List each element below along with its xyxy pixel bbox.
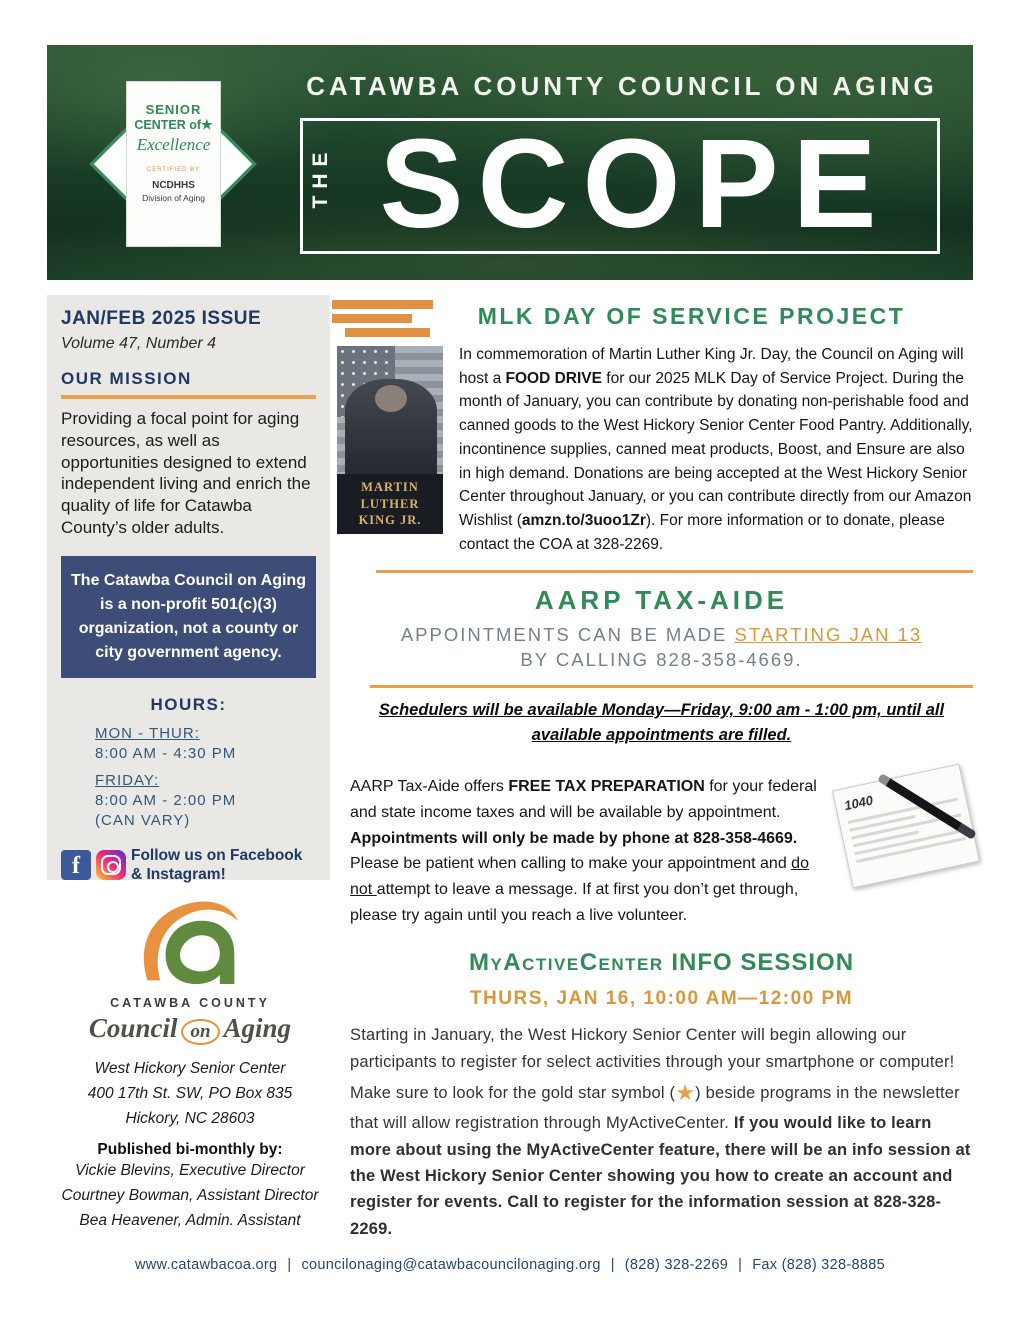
logo-aging-word: Aging: [223, 1013, 292, 1043]
main-column: [350, 295, 973, 1242]
caption-line: MARTIN: [361, 480, 419, 495]
senior-center-badge: [95, 67, 255, 259]
mlk-body-text: In commemoration of Martin Luther King Jr. Day, the Council on Aging will host a: [459, 346, 964, 387]
badge-card: [126, 81, 221, 247]
mlk-body-text: ). For more information or to donate, please contact the COA at 328-2269.: [459, 511, 945, 553]
section-divider: [370, 685, 973, 688]
mlk-article-title: MLK DAY OF SERVICE PROJECT: [477, 303, 906, 329]
social-line2: & Instagram!: [131, 865, 226, 883]
org-block: [40, 890, 340, 1234]
social-text: [131, 846, 302, 885]
badge-senior-label: SENIOR: [145, 102, 202, 117]
logo-council-word: Council: [88, 1013, 178, 1043]
aarp-body-text: AARP Tax-Aide offers: [350, 777, 509, 795]
badge-center-text: CENTER of: [134, 118, 201, 132]
info-session-datetime: THURS, JAN 16, 10:00 AM—12:00 PM: [469, 988, 854, 1010]
myactivecenter-brand: MyActiveCenter: [468, 949, 664, 977]
mac-body-text: ) beside programs in the newsletter that will allow registration through MyActiveCenter.: [350, 1083, 960, 1133]
schedulers-notice: Schedulers will be available Monday—Friday, 9:00 am - 1:00 pm, until all available appointments are filled.: [378, 701, 945, 745]
footer-separator: |: [287, 1257, 292, 1273]
hours-time: 8:00 AM - 2:00 PM: [95, 791, 237, 809]
aarp-subtitle: [350, 623, 973, 673]
orange-bar: [332, 314, 412, 323]
badge-star-icon: ★: [201, 117, 213, 132]
aarp-sub-text: APPOINTMENTS CAN BE MADE: [400, 624, 735, 646]
footer-fax: Fax (828) 328-8885: [752, 1257, 885, 1273]
badge-division-label: Division of Aging: [142, 193, 205, 203]
gold-star-icon: ★: [675, 1079, 696, 1105]
instagram-icon[interactable]: [96, 850, 126, 880]
nonprofit-note: The Catawba Council on Aging is a non-profit 501(c)(3) organization, not a county or city government agency.: [61, 556, 316, 678]
badge-excellence-label: Excellence: [136, 135, 211, 154]
badge-ncdhhs-label: NCDHHS: [152, 180, 195, 191]
hours-label: FRIDAY:: [95, 771, 160, 789]
social-row: [61, 846, 316, 885]
masthead-frame: [300, 113, 940, 254]
hours-friday: [61, 772, 316, 829]
aarp-body-text: for your federal and state income taxes and will be available by appointment.: [350, 777, 817, 821]
myactivecenter-body: [350, 1022, 973, 1242]
footer-email-link[interactable]: councilonaging@catawbacouncilonaging.org: [301, 1257, 601, 1273]
social-line1: Follow us on Facebook: [131, 846, 303, 864]
info-session-text: INFO SESSION: [663, 949, 855, 977]
aarp-subtitle-line2: BY CALLING 828-358-4669.: [520, 649, 803, 671]
footer-separator: |: [610, 1257, 615, 1273]
aarp-article-body: [350, 774, 973, 929]
header-banner: [47, 45, 973, 280]
mac-body-text: Starting in January, the West Hickory Senior Center will begin allowing our participants to register for select activities through your smartphone or computer! Make sure to look for the gold star symbol (: [350, 1026, 955, 1102]
aarp-article-title: AARP TAX-AIDE: [534, 585, 789, 616]
do-not-underline: do not: [350, 855, 809, 899]
staff-line: Courtney Bowman, Assistant Director: [61, 1187, 319, 1205]
footer: [47, 1257, 973, 1273]
aarp-subtitle-line1: [350, 623, 973, 648]
hours-heading: HOURS:: [150, 694, 227, 714]
mlk-photo: [337, 346, 443, 534]
logo-county-text: CATAWBA COUNTY: [110, 996, 270, 1010]
footer-separator: |: [738, 1257, 743, 1273]
aarp-body-text: attempt to leave a message. If at first you don’t get through, please try again until you reach a live volunteer.: [350, 881, 799, 925]
address-line: Hickory, NC 28603: [125, 1109, 255, 1127]
mlk-body-text: for our 2025 MLK Day of Service Project. During the month of January, you can contribute by donating non-perishable food and canned goods to the West Hickory Senior Center Food Pantry. Additionally, incontinence supplies, canned meat products, Boost, and Ensure are also in high demand. Donations are being accepted at the West Hickory Senior Center throughout January, or you can contribute directly from our Amazon Wishlist (: [459, 369, 973, 529]
masthead-title: SCOPE: [379, 113, 891, 254]
section-divider: [376, 570, 973, 573]
staff-line: Bea Heavener, Admin. Assistant: [79, 1211, 301, 1229]
org-name: CATAWBA COUNTY COUNCIL ON AGING: [306, 71, 938, 101]
free-tax-prep-bold: FREE TAX PREPARATION: [508, 777, 705, 795]
aarp-body-text: Please be patient when calling to make your appointment and: [350, 855, 792, 873]
mlk-food-drive-bold: FOOD DRIVE: [505, 369, 602, 387]
badge-center-label: [127, 117, 220, 133]
address-block: [40, 1057, 340, 1131]
logo-on-word: on: [181, 1019, 219, 1045]
orange-bar: [345, 328, 430, 337]
form-1040-label: 1040: [842, 792, 875, 813]
mlk-face: [375, 385, 408, 412]
mlk-article: [350, 343, 973, 556]
address-line: 400 17th St. SW, PO Box 835: [87, 1084, 293, 1102]
mission-text: Providing a focal point for aging resources, as well as opportunities designed to extend independent living and enrich the quality of life for Catawba County’s older adults.: [61, 409, 311, 537]
mac-info-session-bold: If you would like to learn more about using the MyActiveCenter feature, there will be an info session at the West Hickory Senior Center showing you how to create an account and register for events. Call to register for the information session at 828-328-2269.: [350, 1114, 971, 1238]
badge-certified-label: CERTIFIED BY: [146, 167, 201, 173]
issue-title: JAN/FEB 2025 ISSUE: [61, 308, 262, 329]
myactivecenter-title: [350, 949, 973, 977]
mlk-silhouette: [345, 379, 436, 484]
appointments-phone-bold: Appointments will only be made by phone at 828-358-4669.: [350, 829, 798, 847]
issue-volume: Volume 47, Number 4: [61, 335, 217, 352]
orange-bar: [332, 300, 433, 309]
sidebar: [47, 295, 330, 883]
footer-phone: (828) 328-2269: [624, 1257, 729, 1273]
logo-council-text: [40, 1013, 340, 1045]
hours-time: 8:00 AM - 4:30 PM: [95, 744, 237, 762]
facebook-icon[interactable]: f: [61, 850, 91, 880]
mlk-photo-caption: [337, 474, 443, 534]
tax-form-photo: [833, 768, 983, 890]
caption-line: KING JR.: [358, 512, 422, 527]
hours-note: (CAN VARY): [95, 811, 191, 829]
hours-mon-thur: [61, 725, 316, 762]
address-line: West Hickory Senior Center: [94, 1060, 286, 1077]
footer-website-link[interactable]: www.catawbacoa.org: [135, 1257, 278, 1273]
council-on-aging-logo: [121, 890, 259, 994]
starting-jan-13-emphasis: STARTING JAN 13: [734, 624, 923, 646]
amazon-wishlist-link[interactable]: amzn.to/3uoo1Zr: [521, 511, 646, 529]
mission-heading: OUR MISSION: [61, 369, 316, 399]
masthead-the: THE: [309, 145, 332, 209]
caption-line: LUTHER: [360, 496, 420, 511]
hours-label: MON - THUR:: [95, 724, 200, 742]
published-by: Published bi-monthly by:: [97, 1141, 283, 1159]
staff-line: Vickie Blevins, Executive Director: [75, 1162, 305, 1180]
